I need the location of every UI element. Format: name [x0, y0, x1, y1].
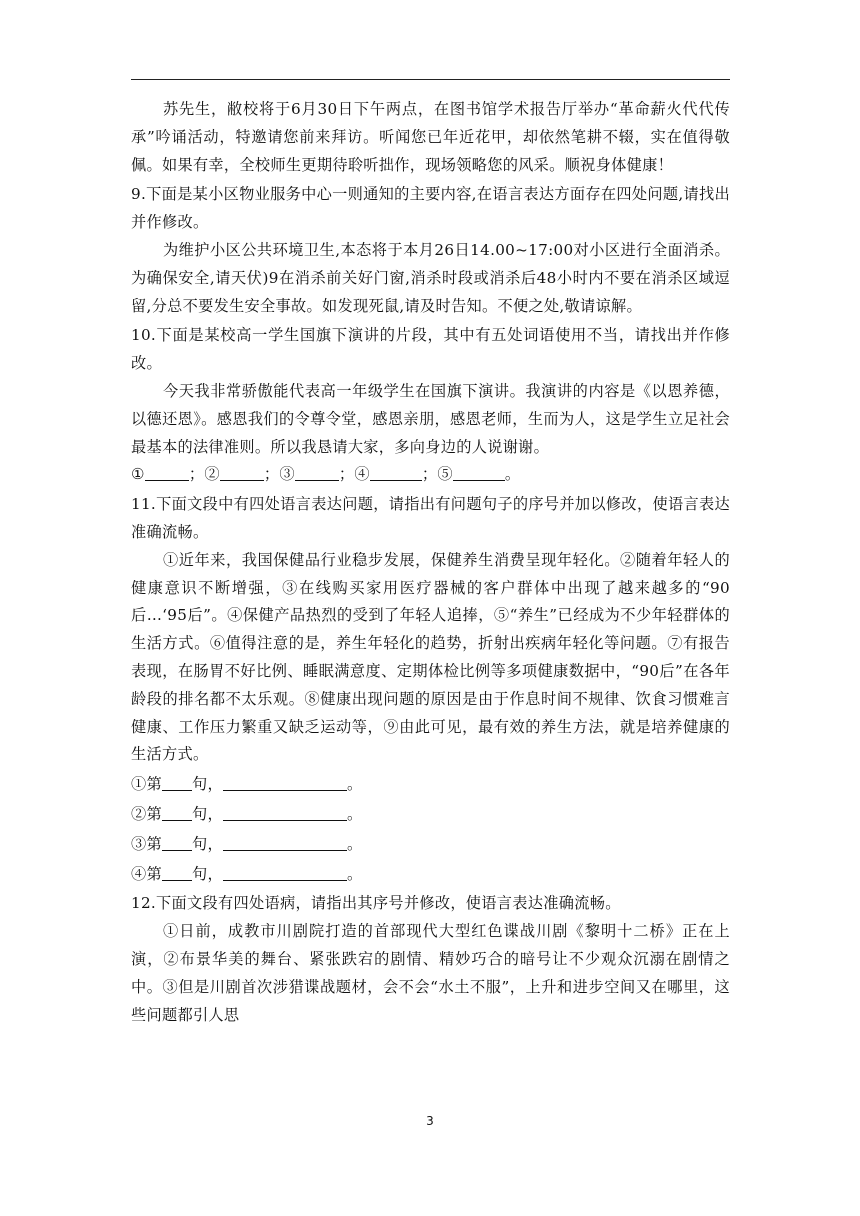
answer-blank[interactable]	[223, 835, 347, 851]
question-11-stem: 11.下面文段中有四处语言表达问题，请指出有问题句子的序号并加以修改，使语言表达准确流畅。	[131, 495, 730, 541]
question-10-answer-line: ① ；② ；③ ；④ ；⑤ 。	[131, 465, 521, 484]
question-12-passage: ①日前，成教市川剧院打造的首部现代大型红色谍战川剧《黎明十二桥》正在上演，②布景华美的舞台、紧张跌宕的剧情、精妙巧合的暗号让不少观众沉溺在剧情之中。③但是川剧首次涉猎谍战题材，会不会“水土不服”，上升和进步空间又在哪里，这些问题都引人思	[131, 922, 730, 1024]
answer-line: ①第 句， 。	[131, 775, 363, 794]
answer-blank[interactable]	[223, 805, 347, 821]
answer-blank[interactable]	[162, 805, 192, 821]
answer-line: ②第 句， 。	[131, 804, 363, 823]
question-9-passage: 为维护小区公共环境卫生,本态将于本月26日14.00~17:00对小区进行全面消杀。为确保安全,请天伏)9在消杀前关好门窗,消杀时段或消杀后48小时内不要在消杀区域逗留,分总不要发生安全事故。如发现死鼠,请及时告知。不便之处,敬请谅解。	[131, 240, 730, 315]
answer-blank[interactable]	[162, 775, 192, 791]
answer-blank[interactable]	[223, 775, 347, 791]
answer-blank[interactable]	[223, 865, 347, 881]
question-10-passage: 今天我非常骄傲能代表高一年级学生在国旗下演讲。我演讲的内容是《以恩养德，以德还恩》。感恩我们的令尊令堂，感恩亲朋，感恩老师，生而为人，这是学生立足社会最基本的法律准则。所以我恳请大家，多向身边的人说谢谢。	[131, 381, 730, 456]
document-body	[131, 96, 730, 1029]
answer-blank[interactable]	[162, 865, 192, 881]
letter-paragraph: 苏先生，敝校将于6月30日下午两点，在图书馆学术报告厅举办“革命薪火代代传承”吟诵活动，特邀请您前来拜访。听闻您已年近花甲，却依然笔耕不辍，实在值得敬佩。如果有幸，全校师生更期待聆听拙作，现场领略您的风采。顺祝身体健康！	[131, 100, 730, 174]
answer-blank[interactable]	[295, 465, 339, 481]
question-10-stem: 10.下面是某校高一学生国旗下演讲的片段，其中有五处词语使用不当，请找出并作修改。	[131, 326, 730, 373]
answer-blank[interactable]	[453, 465, 505, 481]
question-12-stem: 12.下面文段有四处语病，请指出其序号并修改，使语言表达准确流畅。	[131, 894, 621, 913]
answer-line: ③第 句， 。	[131, 834, 363, 853]
answer-blank[interactable]	[220, 465, 264, 481]
page-number: 3	[426, 1114, 434, 1128]
answer-line: ④第 句， 。	[131, 864, 363, 883]
question-9-stem: 9.下面是某小区物业服务中心一则通知的主要内容,在语言表达方面存在四处问题,请找出并作修改。	[131, 185, 730, 232]
answer-blank[interactable]	[370, 465, 422, 481]
answer-blank[interactable]	[145, 465, 189, 481]
answer-blank[interactable]	[162, 835, 192, 851]
question-11-passage: ①近年来，我国保健品行业稳步发展，保健养生消费呈现年轻化。②随着年轻人的健康意识不断增强，③在线购买家用医疗器械的客户群体中出现了越来越多的“90后…‘95后”。④保健产品热烈的受到了年轻人追捧，⑤“养生”已经成为不少年轻群体的生活方式。⑥值得注意的是，养生年轻化的趋势，折射出疾病年轻化等问题。⑦有报告表现，在肠胃不好比例、睡眠满意度、定期体检比例等多项健康数据中，“90后”在各年龄段的排名都不太乐观。⑧健康出现问题的原因是由于作息时间不规律、饮食习惯难言健康、工作压力繁重又缺乏运动等，⑨由此可见，最有效的养生方法，就是培养健康的生活方式。	[131, 550, 730, 764]
header-rule	[131, 79, 730, 80]
